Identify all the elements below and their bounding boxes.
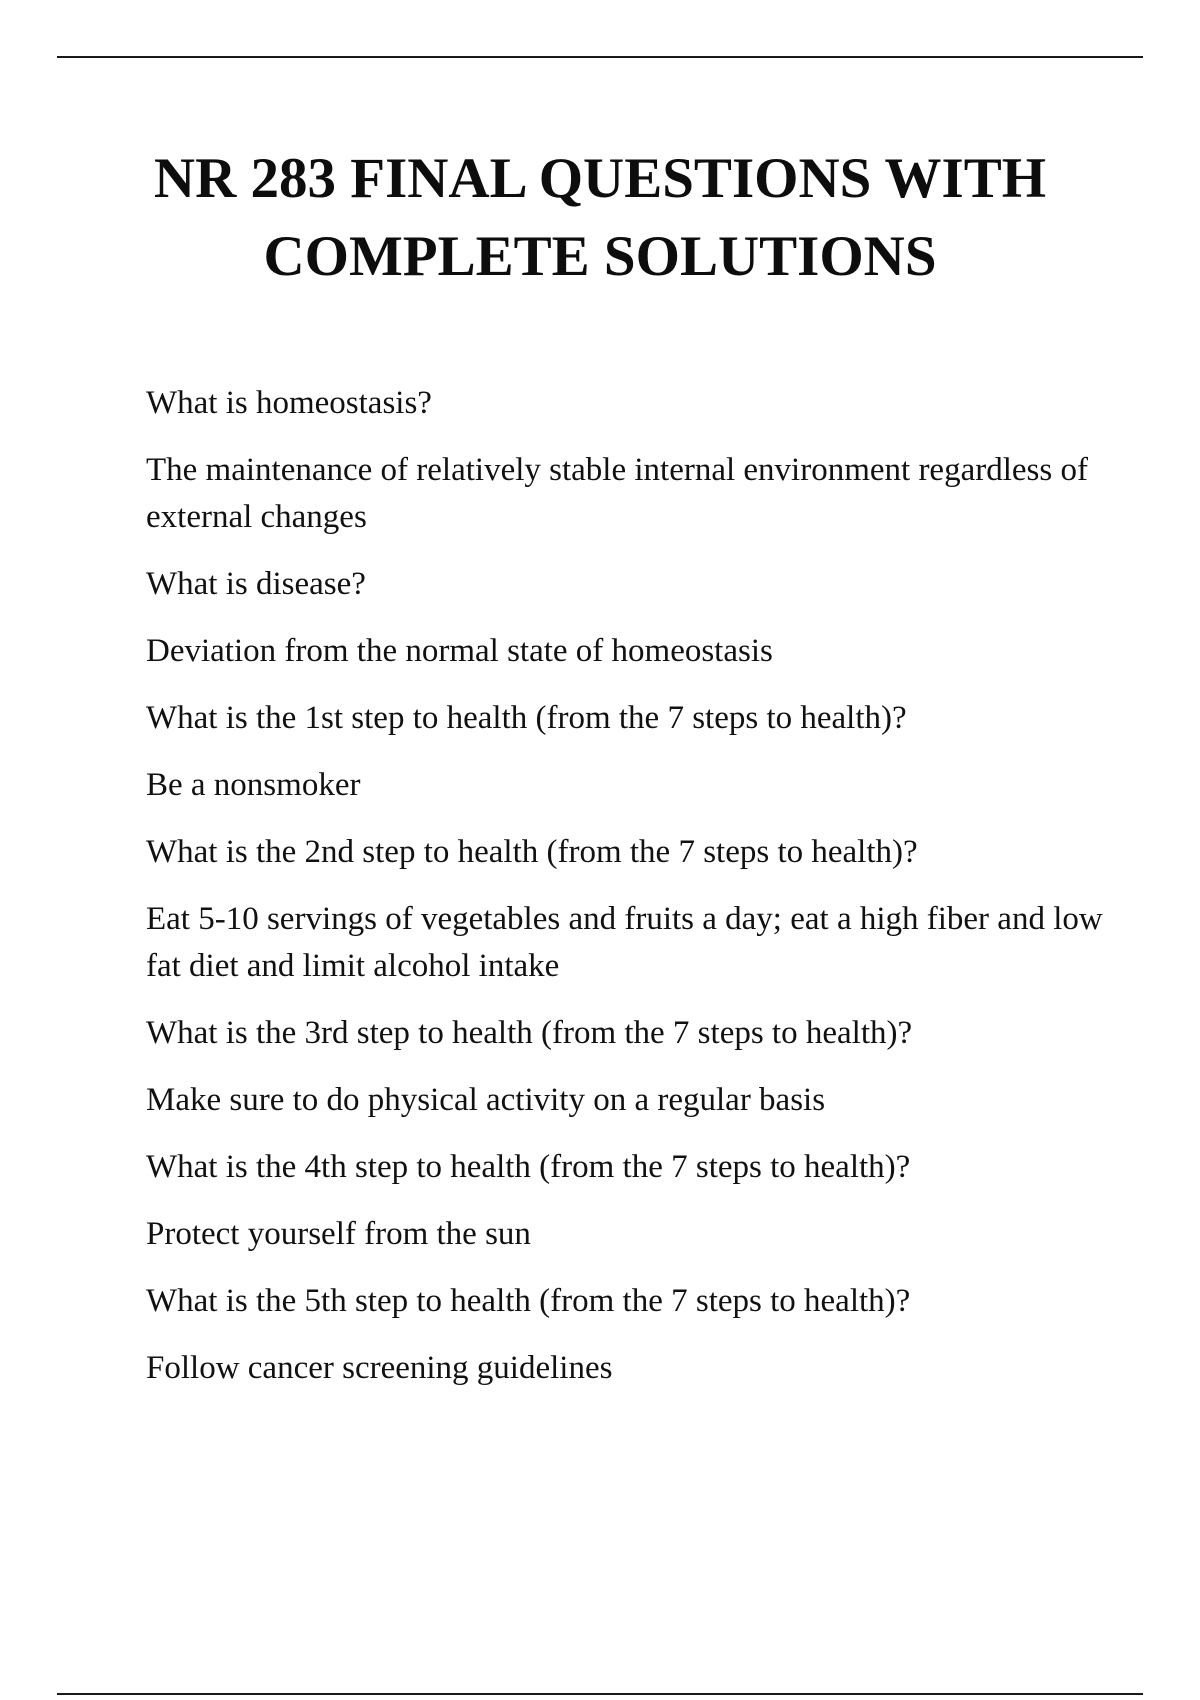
question-text: What is disease? <box>146 566 366 602</box>
answer-text: Make sure to do physical activity on a regular basis <box>146 1082 826 1118</box>
qa-list <box>146 380 1106 1412</box>
answer-text: Follow cancer screening guidelines <box>146 1350 613 1386</box>
answer-text: Deviation from the normal state of homeostasis <box>146 633 773 669</box>
question-text: What is homeostasis? <box>146 385 432 421</box>
document-title: NR 283 FINAL QUESTIONS WITH COMPLETE SOLUTIONS <box>153 147 1047 288</box>
question-text: What is the 3rd step to health (from the 7 steps to health)? <box>146 1015 913 1051</box>
top-rule <box>57 56 1143 58</box>
bottom-rule <box>57 1693 1143 1695</box>
question-text: What is the 2nd step to health (from the 7 steps to health)? <box>146 834 918 870</box>
question-text: What is the 1st step to health (from the 7 steps to health)? <box>146 700 907 736</box>
question-text: What is the 5th step to health (from the 7 steps to health)? <box>146 1283 911 1319</box>
answer-text: Protect yourself from the sun <box>146 1216 531 1252</box>
answer-text: The maintenance of relatively stable internal environment regardless of external changes <box>146 452 1088 535</box>
question-text: What is the 4th step to health (from the 7 steps to health)? <box>146 1149 911 1185</box>
answer-text: Eat 5-10 servings of vegetables and fruits a day; eat a high fiber and low fat diet and limit alcohol intake <box>146 901 1103 984</box>
answer-text: Be a nonsmoker <box>146 767 361 803</box>
